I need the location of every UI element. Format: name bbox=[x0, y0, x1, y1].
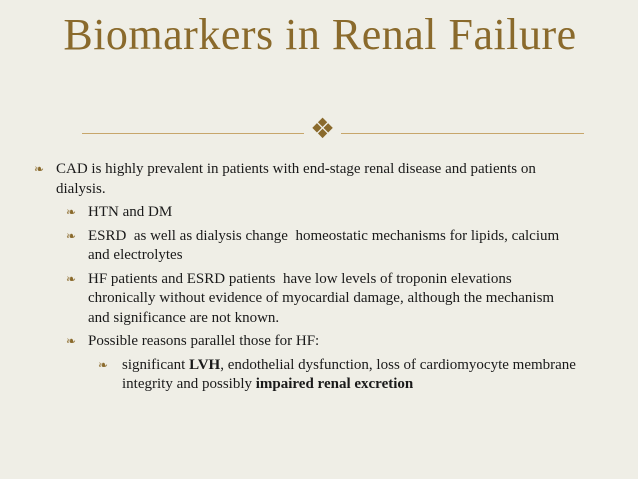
sub-bullet-item bbox=[56, 227, 576, 266]
sub-bullet-item bbox=[56, 270, 576, 329]
bullet-text: HF patients and ESRD patients have low levels of troponin elevations chronically without evidence of myocardial damage, although the mechanism and significance are not known. bbox=[88, 270, 558, 326]
emphasis-lvh: LVH bbox=[189, 356, 221, 373]
bullet-text: Possible reasons parallel those for HF: bbox=[88, 333, 320, 349]
bullet-text: HTN and DM bbox=[88, 204, 173, 220]
sub-bullet-item bbox=[56, 203, 576, 223]
slide-body bbox=[34, 160, 580, 399]
scroll-bullet-icon: ❧ bbox=[66, 271, 77, 286]
scroll-bullet-icon: ❧ bbox=[66, 228, 77, 243]
diamond-flourish-icon: ❖ bbox=[304, 112, 341, 145]
scroll-bullet-icon: ❧ bbox=[98, 357, 109, 372]
bullet-text-part: significant bbox=[122, 356, 190, 373]
bullet-text: CAD is highly prevalent in patients with end-stage renal disease and patients on dialysis. bbox=[56, 161, 536, 197]
sub-bullet-item bbox=[56, 332, 576, 352]
scroll-bullet-icon: ❧ bbox=[66, 205, 77, 219]
emphasis-renal-excretion: impaired renal excretion bbox=[255, 376, 414, 392]
slide-title: Biomarkers in Renal Failure bbox=[63, 10, 577, 59]
scroll-bullet-icon: ❧ bbox=[34, 162, 45, 176]
bullet-text-part: , endothelial dysfunction, loss of cardiomyocyte membrane integrity and possibly bbox=[122, 356, 580, 392]
sub-sub-bullet-item bbox=[56, 356, 580, 395]
bullet-item bbox=[34, 160, 576, 199]
scroll-bullet-icon: ❧ bbox=[66, 334, 77, 348]
bullet-text: ESRD as well as dialysis change homeostatic mechanisms for lipids, calcium and electrolytes bbox=[88, 227, 563, 263]
